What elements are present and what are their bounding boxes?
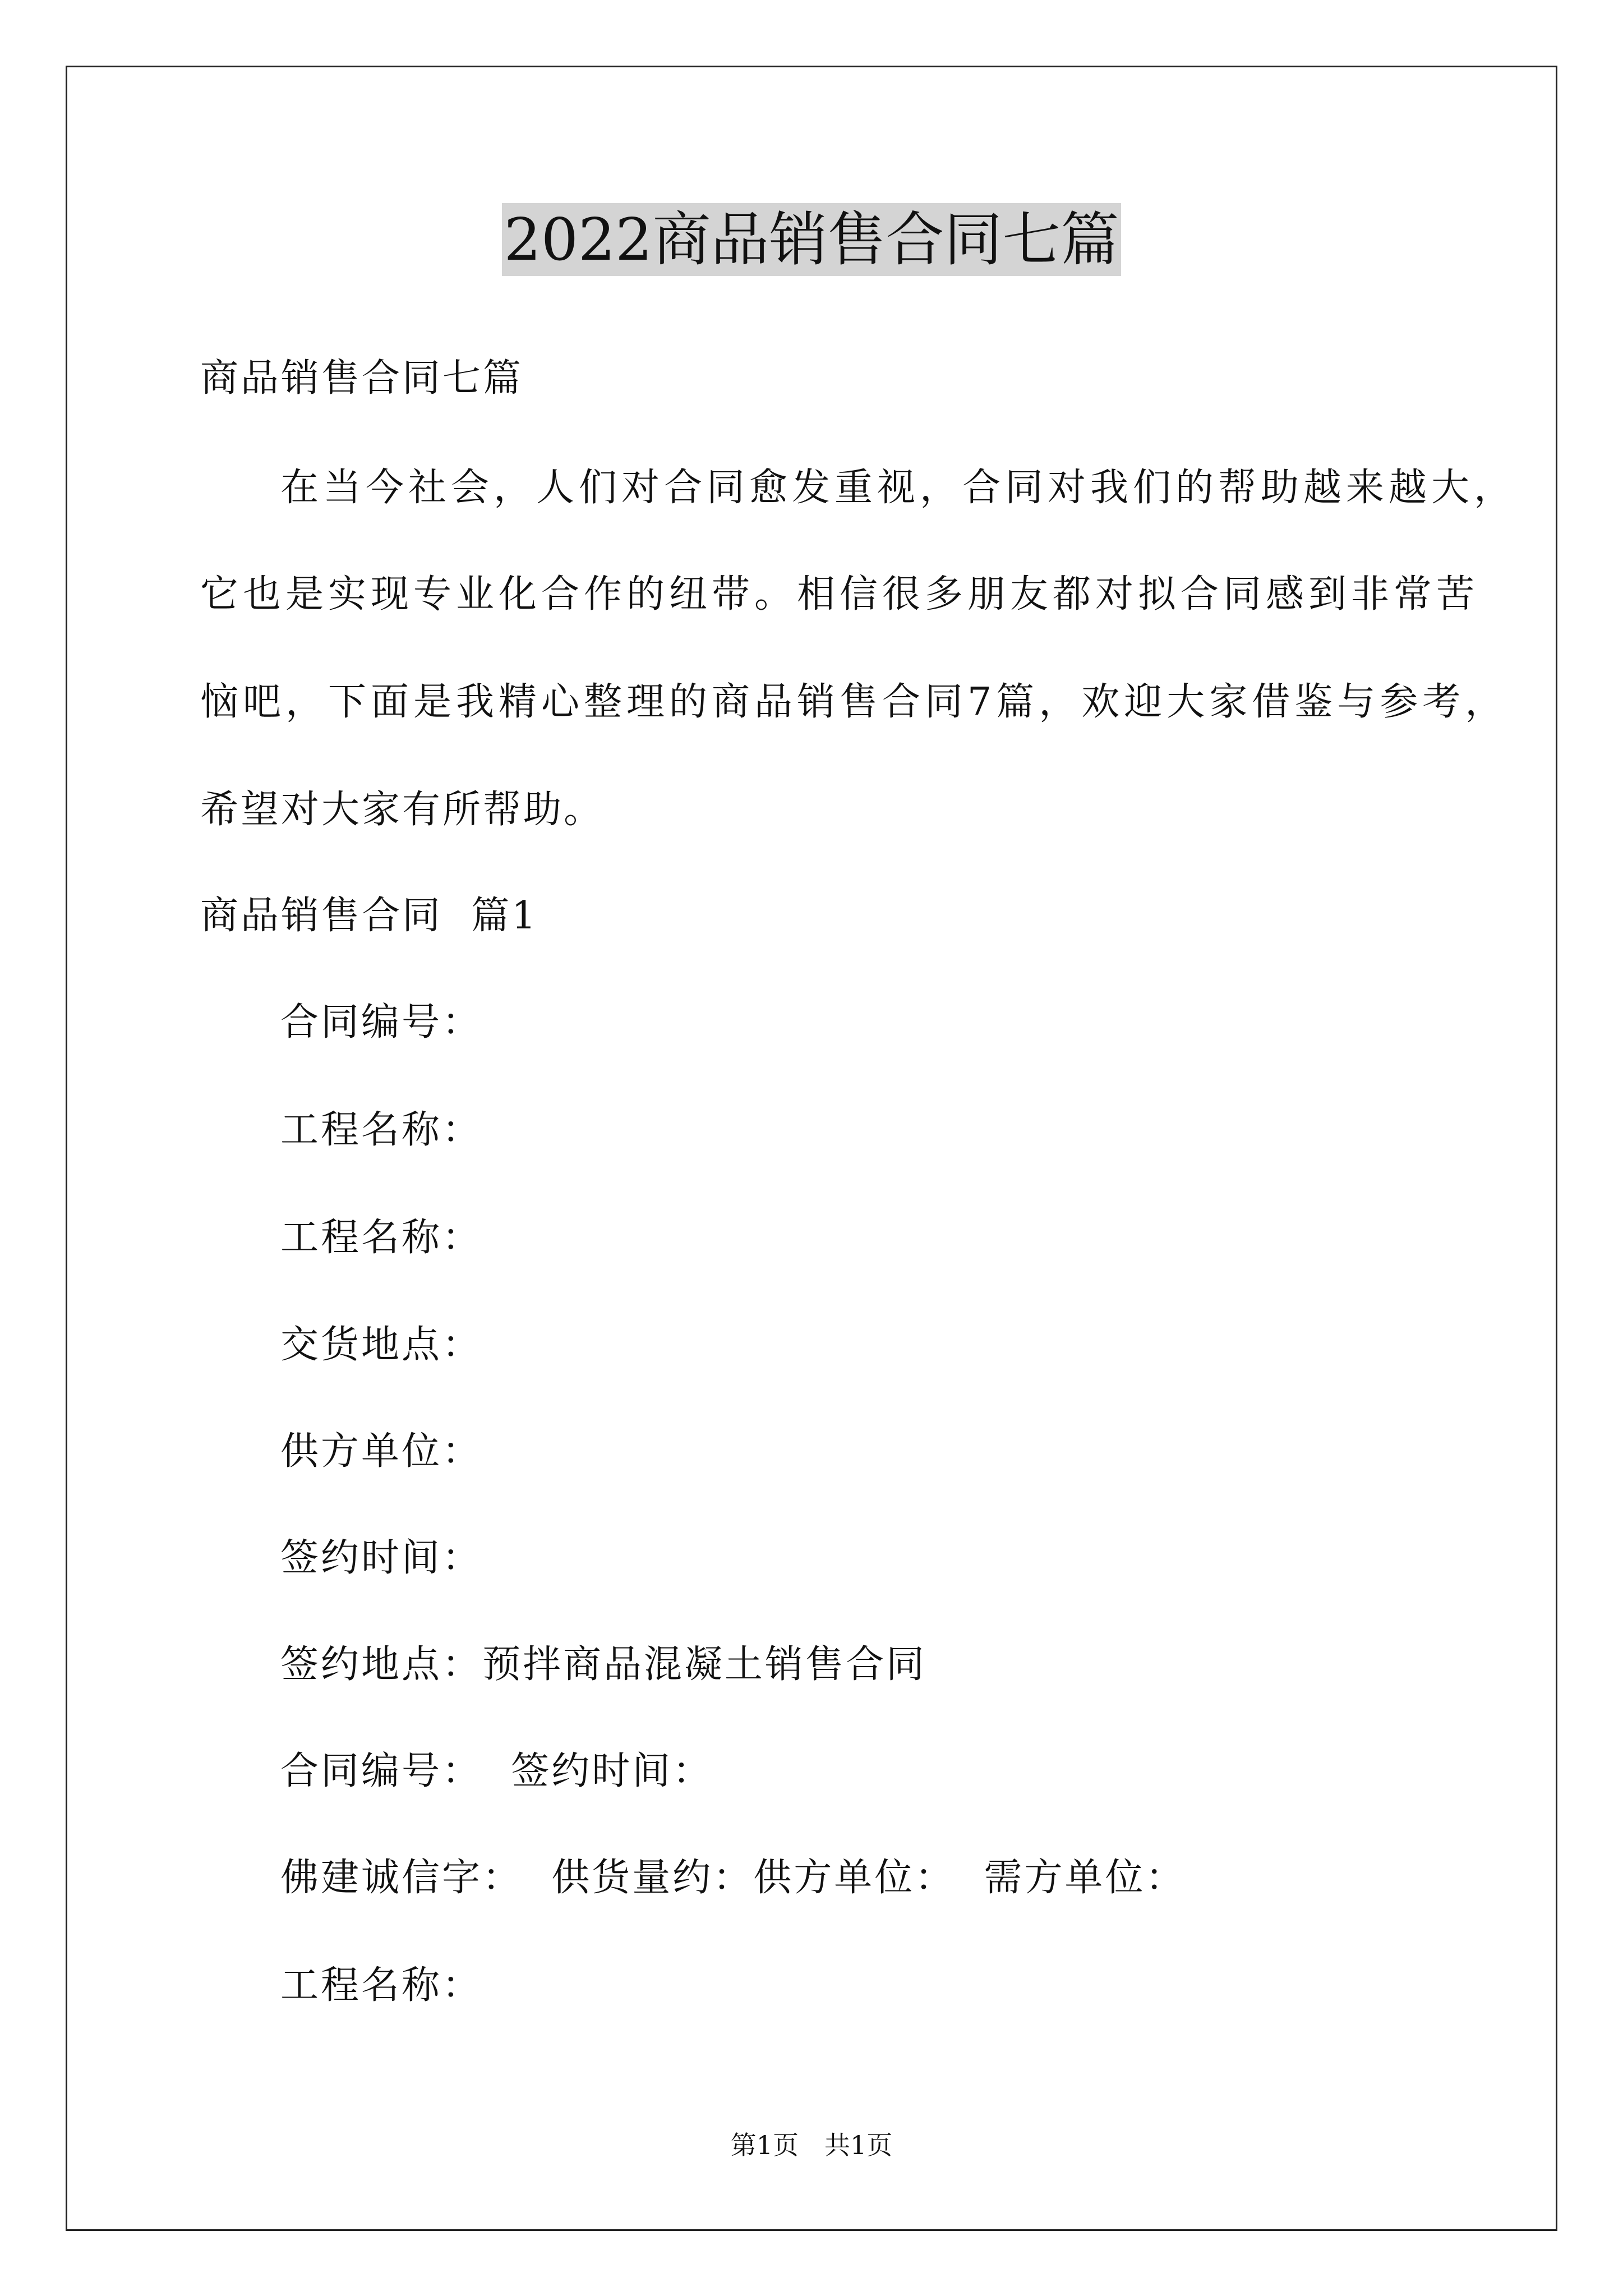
intro-line-4: 希望对大家有所帮助。: [200, 788, 605, 832]
field-supplier: 供方单位：: [280, 1429, 483, 1474]
page-total: 共1页: [824, 2130, 893, 2160]
field-contract-number: 合同编号：: [280, 1000, 483, 1045]
field-project-name: 工程名称：: [280, 1108, 483, 1152]
document-subtitle: 商品销售合同七篇: [200, 356, 524, 401]
field-project-name-3: 工程名称：: [280, 1963, 483, 2008]
document-title: 2022商品销售合同七篇: [502, 203, 1122, 276]
intro-line-3: 恼吧，下面是我精心整理的商品销售合同7篇，欢迎大家借鉴与参考，: [200, 680, 1508, 724]
title-container: [0, 203, 1623, 276]
field-signing-time: 签约时间：: [280, 1536, 483, 1580]
page-footer: [0, 2129, 1623, 2161]
section-heading: 商品销售合同 篇1: [200, 894, 538, 938]
page-current: 第1页: [730, 2130, 799, 2160]
field-credit-supply: 佛建诚信字： 供货量约：供方单位： 需方单位：: [280, 1856, 1186, 1900]
intro-line-2: 它也是实现专业化合作的纽带。相信很多朋友都对拟合同感到非常苦: [200, 572, 1479, 616]
field-project-name-2: 工程名称：: [280, 1216, 483, 1260]
field-contract-number-time: 合同编号： 签约时间：: [280, 1749, 713, 1793]
field-delivery-location: 交货地点：: [280, 1323, 483, 1367]
field-signing-location: 签约地点：预拌商品混凝土销售合同: [280, 1642, 927, 1687]
intro-line-1: 在当今社会，人们对合同愈发重视，合同对我们的帮助越来越大，: [280, 466, 1517, 510]
